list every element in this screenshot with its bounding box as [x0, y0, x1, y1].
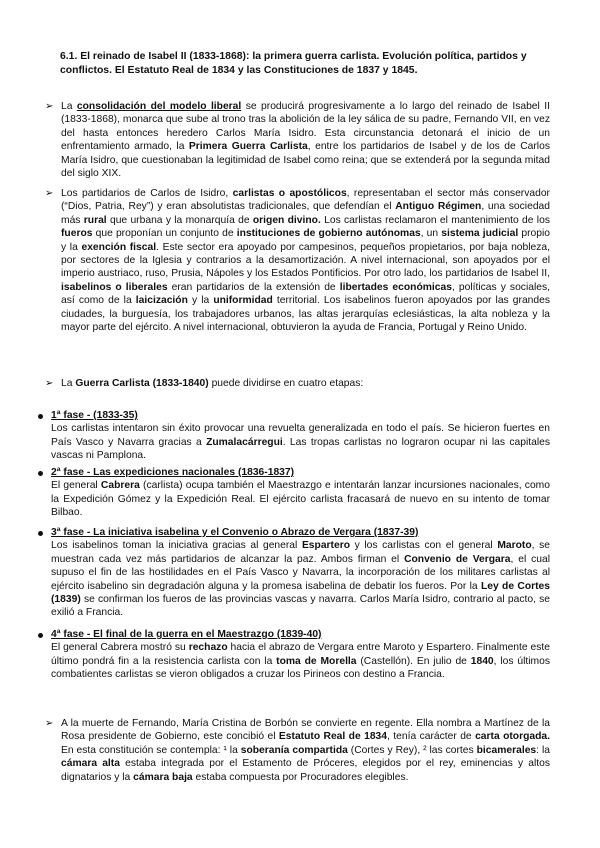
bold-text-run: 1840 [470, 655, 494, 667]
bullet-dot-icon [38, 633, 43, 638]
text-run: propio y la [61, 228, 550, 253]
bold-text-run: Cabrera [100, 480, 140, 492]
phase-item [38, 526, 550, 620]
bold-text-run: soberanía compartida [240, 744, 348, 756]
text-run: , un [420, 228, 442, 240]
paragraph-guerra-carlista [45, 377, 550, 390]
text-run: estaba compuesta por Procuradores elegibles. [192, 771, 409, 783]
bullet-dot-icon [38, 414, 43, 419]
bold-text-run: cámara baja [133, 771, 193, 783]
phase-text [51, 479, 550, 519]
text-run: Los carlistas intentaron sin éxito provocar una revuelta generalizada en todo el país. Se hicieron fuertes en País Vasco y Navarra gracias a [51, 423, 550, 448]
bold-text-run: Convenio de Vergara [404, 553, 511, 565]
bold-text-run: Zumalacárregui [206, 436, 283, 448]
text-run: y los carlistas con el general [350, 540, 498, 552]
bold-text-run: carta otorgada. [475, 731, 550, 743]
text-run: que urbana y la monarquía de [106, 214, 253, 226]
text-run: , los últimos combatientes carlistas se vieron obligados a cruzar los Pirineos con destino a Francia. [51, 655, 550, 681]
arrow-bullet-icon: ➢ [45, 718, 54, 729]
bold-text-run: instituciones de gobierno autónomas [236, 228, 421, 240]
bold-text-run: bicamerales [476, 744, 537, 756]
bold-text-run: Estatuto Real de 1834 [278, 731, 388, 743]
bullet-dot-icon [38, 531, 43, 536]
bold-text-run: Antiguo Régimen [395, 201, 482, 213]
text-run: eran partidarios de la extensión de [167, 281, 340, 293]
phase-heading: 2ª fase - Las expediciones nacionales (1836-1837) [51, 467, 295, 478]
paragraph-consolidation [45, 100, 550, 180]
text-run: Los carlistas reclamaron el mantenimiento de los [320, 214, 550, 226]
text-run: puede dividirse en cuatro etapas: [208, 378, 364, 389]
bold-text-run: Guerra Carlista (1833-1840) [75, 378, 209, 389]
text-run: (Castellón). En julio de [356, 655, 471, 667]
text-run: que proponían un conjunto de [92, 228, 237, 240]
bold-text-run: Primera Guerra Carlista [188, 141, 308, 153]
text-run: Los partidarios de Carlos de Isidro, [61, 188, 233, 199]
bold-text-run: Maroto [497, 540, 532, 552]
text-run: . Este sector era apoyado por campesinos, pequeños propietarios, por baja nobleza, por sectores de la Iglesia y contrarios a la desamortización. A nivel internacional, son apoyados por el imperio austriaco, ruso, Prusia, Nápoles y los Estados Pontificios. Por otro lado, los partidarios de Isabel II, [61, 241, 551, 280]
text-run: se producirá progresivamente a lo largo del reinado de Isabel II (1833-1868), monarca que sube al trono tras la abolición de la ley sálica de su padre, Fernando VII, en vez del hasta entonces heredero Carlos María Isidro. Esta circunstancia detonará el inicio de un enfrentamiento armado, la [61, 101, 550, 153]
paragraph-text [61, 100, 550, 180]
bold-text-run: isabelinos o liberales [61, 281, 168, 293]
bold-text-run: uniformidad [213, 295, 273, 307]
bold-text-run: fueros [61, 228, 93, 240]
arrow-bullet-icon: ➢ [45, 101, 54, 112]
phase-text [51, 539, 550, 619]
phase-heading: 4ª fase - El final de la guerra en el Maestrazgo (1839-40) [51, 629, 322, 640]
bold-text-run: laicización [135, 295, 188, 307]
bullet-dot-icon [38, 471, 43, 476]
bold-text-run: libertades económicas [339, 281, 452, 293]
arrow-bullet-icon: ➢ [45, 378, 54, 389]
bold-text-run: sistema judicial [441, 228, 519, 240]
paragraph-partidarios [45, 187, 550, 334]
text-run: , se muestran cada vez más partidarios de alcanzar la paz. Ambos firman el [51, 540, 550, 565]
text-run: , una sociedad más [61, 201, 551, 226]
phase-heading: 1ª fase - (1833-35) [51, 410, 138, 421]
text-run: , tenía carácter de [387, 731, 476, 743]
text-run: territorial. Los isabelinos fueron apoyados por las grandes ciudades, la burguesía, los trabajadores urbanos, las altas jerarquías eclesiásticas, la alta nobleza y la mayor parte del ejército. A nivel internacional, obtuvieron la ayuda de Francia, Portugal y Reino Unido. [61, 295, 550, 334]
paragraph-text [61, 187, 550, 334]
text-run: (Cortes y Rey), ² las cortes [347, 744, 477, 756]
text-run: : la [536, 744, 550, 756]
arrow-bullet-icon: ➢ [45, 188, 54, 199]
bold-text-run: cámara alta [61, 758, 120, 770]
text-run: , entre los partidarios de Isabel y de los de Carlos María Isidro, que cuestionaban la legitimidad de Isabel como reina; que se extenderá por la segunda mitad del siglo XIX. [61, 141, 550, 180]
text-run: y la [187, 295, 214, 307]
bold-text-run: origen divino. [252, 214, 321, 226]
phase-item [38, 628, 550, 682]
bold-text-run: Ley de Cortes (1839) [51, 580, 550, 606]
text-run: , el cual supuso el fin de las hostilidades en el País Vasco y Navarra, la incorporación de los militares carlistas al ejército isabelino sin degradación alguna y la promesa isabelina de debatir los fueros. Por la [51, 553, 550, 592]
bold-text-run: toma de Morella [276, 655, 357, 667]
phase-text [51, 422, 550, 462]
paragraph-text [61, 377, 550, 390]
bold-text-run: rechazo [188, 642, 228, 654]
text-run: , políticas y sociales, así como de la [61, 281, 550, 307]
phase-item [38, 466, 550, 520]
text-run: El general [51, 480, 101, 492]
bold-text-run: consolidación del modelo liberal [76, 101, 242, 112]
paragraph-estatuto-real [45, 717, 550, 784]
paragraph-text [61, 717, 550, 784]
text-run: Los isabelinos toman la iniciativa gracias al general [51, 540, 302, 552]
text-run: La [61, 101, 77, 112]
text-run: A la muerte de Fernando, María Cristina de Borbón se convierte en regente. Ella nombra a Martínez de la Rosa presidente de Gobierno, este concibió el [61, 718, 550, 743]
text-run: , representaban el sector más conservador (“Dios, Patria, Rey”) y eran absolutistas tradicionales, que defendían el [61, 188, 550, 213]
phase-text [51, 641, 550, 681]
phase-heading: 3ª fase - La iniciativa isabelina y el Convenio o Abrazo de Vergara (1837-39) [51, 527, 419, 538]
section-title: 6.1. El reinado de Isabel II (1833-1868): la primera guerra carlista. Evolución política, partidos y conflictos. El Estatuto Real de 1834 y las Constituciones de 1837 y 1845. [60, 51, 527, 76]
text-run: El general Cabrera mostró su [51, 642, 189, 654]
text-run: (carlista) ocupa también el Maestrazgo e intentarán lanzar incursiones nacionales, como la Expedición Gómez y la Expedición Real. El ejército carlista fracasará de nuevo en su intento de tomar Bilbao. [51, 480, 550, 519]
bold-text-run: carlistas o apostólicos [232, 188, 347, 199]
bold-text-run: rural [83, 214, 107, 226]
bold-text-run: Espartero [301, 540, 351, 552]
text-run: . Las tropas carlistas no lograron ocupar ni las capitales vascas ni Pamplona. [51, 436, 550, 462]
text-run: En esta constitución se contempla: ¹ la [61, 744, 241, 756]
bold-text-run: exención fiscal [81, 241, 157, 253]
phase-item [38, 409, 550, 463]
text-run: se confirman los fueros de las provincias vascas y navarra. Carlos María Isidro, contrario al pacto, se exilió a Francia. [51, 594, 550, 619]
text-run: La [61, 378, 76, 389]
text-run: estaba integrada por el Estamento de Próceres, elegidos por el rey, eminencias y altos dignatarios y la [61, 758, 550, 783]
text-run: hacia el abrazo de Vergara entre Maroto y Espartero. Finalmente este último pondrá fin a la resistencia carlista con la [51, 642, 550, 667]
